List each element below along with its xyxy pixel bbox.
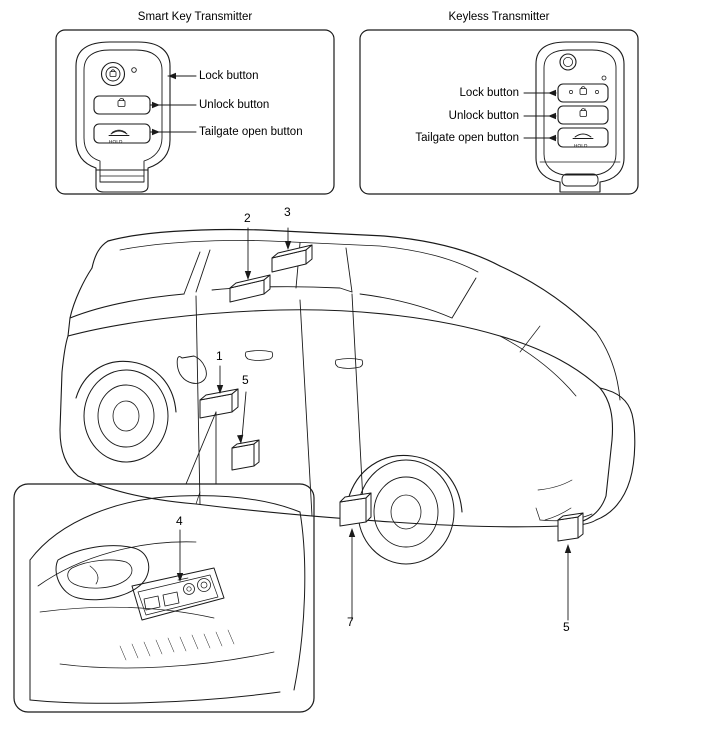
smart-key-lock-button-label: Lock button (199, 70, 259, 82)
callout-number-5-lower: 5 (563, 620, 570, 634)
panel-title-smart-key: Smart Key Transmitter (137, 11, 253, 23)
callout-number-4: 4 (176, 514, 183, 528)
smart-key-tailgate-open-button-label: Tailgate open button (199, 126, 303, 138)
callout-number-2: 2 (244, 211, 251, 225)
panel-title-keyless: Keyless Transmitter (448, 11, 550, 23)
smart-key-tailgate-hold-text: HOLD (109, 139, 123, 144)
keyless-lock-button-label: Lock button (459, 87, 519, 99)
callout-number-3: 3 (284, 205, 291, 219)
smart-key-unlock-button-label: Unlock button (199, 99, 270, 111)
callout-number-1: 1 (216, 349, 223, 363)
callout-number-7: 7 (347, 615, 354, 629)
keyless-tailgate-hold-text: HOLD (574, 143, 588, 148)
callout-number-5-upper: 5 (242, 373, 249, 387)
keyless-tailgate-open-button-label: Tailgate open button (415, 132, 519, 144)
keyless-unlock-button-label: Unlock button (448, 110, 519, 122)
